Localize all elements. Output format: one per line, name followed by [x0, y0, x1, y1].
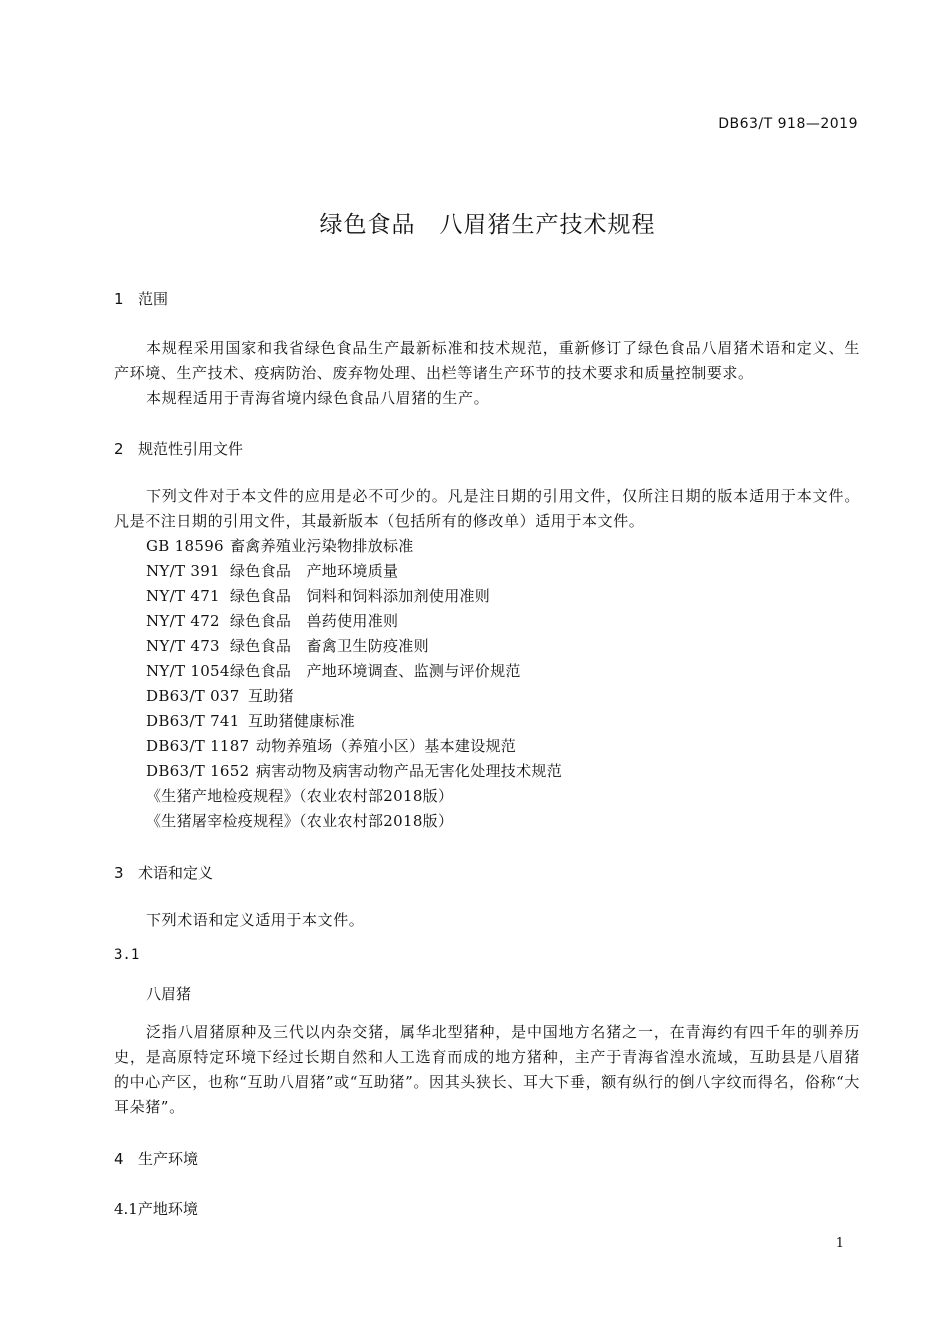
section-title: 范围	[138, 290, 169, 308]
reference-title: 绿色食品 产地环境调查、监测与评价规范	[230, 662, 521, 680]
reference-item	[146, 759, 846, 784]
section-number: 2	[114, 440, 124, 458]
page-number: 1	[835, 1236, 844, 1251]
reference-item	[146, 734, 846, 759]
reference-item	[146, 634, 846, 659]
reference-code: DB63/T 1187	[146, 737, 250, 755]
reference-title: 绿色食品 兽药使用准则	[230, 612, 399, 630]
reference-code: NY/T 471	[146, 587, 220, 605]
section-1-paragraph-2: 本规程适用于青海省境内绿色食品八眉猪的生产。	[146, 389, 490, 407]
reference-code: NY/T 1054	[146, 662, 230, 680]
section-title: 术语和定义	[138, 864, 214, 882]
reference-title: 《生猪屠宰检疫规程》（农业农村部2018版）	[146, 812, 454, 830]
subsection-number: 3.1	[114, 947, 140, 963]
section-1-paragraph-1: 本规程采用国家和我省绿色食品生产最新标准和技术规范，重新修订了绿色食品八眉猪术语和定义、生产环境、生产技术、疫病防治、废弃物处理、出栏等诸生产环节的技术要求和质量控制要求。	[114, 339, 860, 382]
reference-item	[146, 784, 846, 809]
reference-code: GB 18596	[146, 537, 224, 555]
subsection-4-1-heading	[114, 1198, 198, 1219]
reference-title: 病害动物及病害动物产品无害化处理技术规范	[256, 762, 563, 780]
section-title: 规范性引用文件	[138, 440, 244, 458]
section-3-intro: 下列术语和定义适用于本文件。	[146, 911, 365, 929]
section-3-heading	[114, 862, 213, 883]
reference-title: 《生猪产地检疫规程》（农业农村部2018版）	[146, 787, 454, 805]
section-2-intro: 下列文件对于本文件的应用是必不可少的。凡是注日期的引用文件，仅所注日期的版本适用于本文件。凡是不注日期的引用文件，其最新版本（包括所有的修改单）适用于本文件。	[114, 487, 860, 530]
reference-code: NY/T 472	[146, 612, 220, 630]
reference-title: 畜禽养殖业污染物排放标准	[230, 537, 414, 555]
subsection-number: 4.1	[114, 1200, 138, 1218]
subsection-title: 产地环境	[137, 1200, 198, 1218]
section-number: 3	[114, 864, 124, 882]
reference-item	[146, 609, 846, 634]
document-title: 绿色食品 八眉猪生产技术规程	[319, 212, 656, 238]
section-title: 生产环境	[138, 1150, 199, 1168]
reference-title: 互助猪	[248, 687, 294, 705]
reference-item	[146, 659, 846, 684]
reference-item	[146, 534, 846, 559]
reference-list	[146, 534, 846, 834]
reference-item	[146, 584, 846, 609]
reference-item	[146, 684, 846, 709]
section-number: 1	[114, 290, 124, 308]
reference-code: NY/T 473	[146, 637, 220, 655]
document-code: DB63/T 918—2019	[718, 116, 858, 132]
reference-code: DB63/T 741	[146, 712, 240, 730]
term-heading: 八眉猪	[146, 985, 192, 1003]
reference-title: 绿色食品 饲料和饲料添加剂使用准则	[230, 587, 491, 605]
section-number: 4	[114, 1150, 124, 1168]
reference-item	[146, 809, 846, 834]
reference-item	[146, 709, 846, 734]
reference-code: DB63/T 1652	[146, 762, 250, 780]
reference-title: 绿色食品 畜禽卫生防疫准则	[230, 637, 429, 655]
reference-title: 绿色食品 产地环境质量	[230, 562, 399, 580]
reference-item	[146, 559, 846, 584]
reference-title: 互助猪健康标准	[248, 712, 356, 730]
reference-code: DB63/T 037	[146, 687, 240, 705]
section-1-heading	[114, 288, 168, 309]
reference-code: NY/T 391	[146, 562, 220, 580]
section-2-heading	[114, 438, 243, 459]
reference-title: 动物养殖场（养殖小区）基本建设规范	[256, 737, 517, 755]
section-4-heading	[114, 1148, 198, 1169]
term-definition: 泛指八眉猪原种及三代以内杂交猪，属华北型猪种，是中国地方名猪之一，在青海约有四千年的驯养历史，是高原特定环境下经过长期自然和人工选育而成的地方猪种，主产于青海省湟水流域，互助县是八眉猪的中心产区，也称“互助八眉猪”或“互助猪”。因其头狭长、耳大下垂，额有纵行的倒八字纹而得名，俗称“大耳朵猪”。	[114, 1023, 860, 1116]
